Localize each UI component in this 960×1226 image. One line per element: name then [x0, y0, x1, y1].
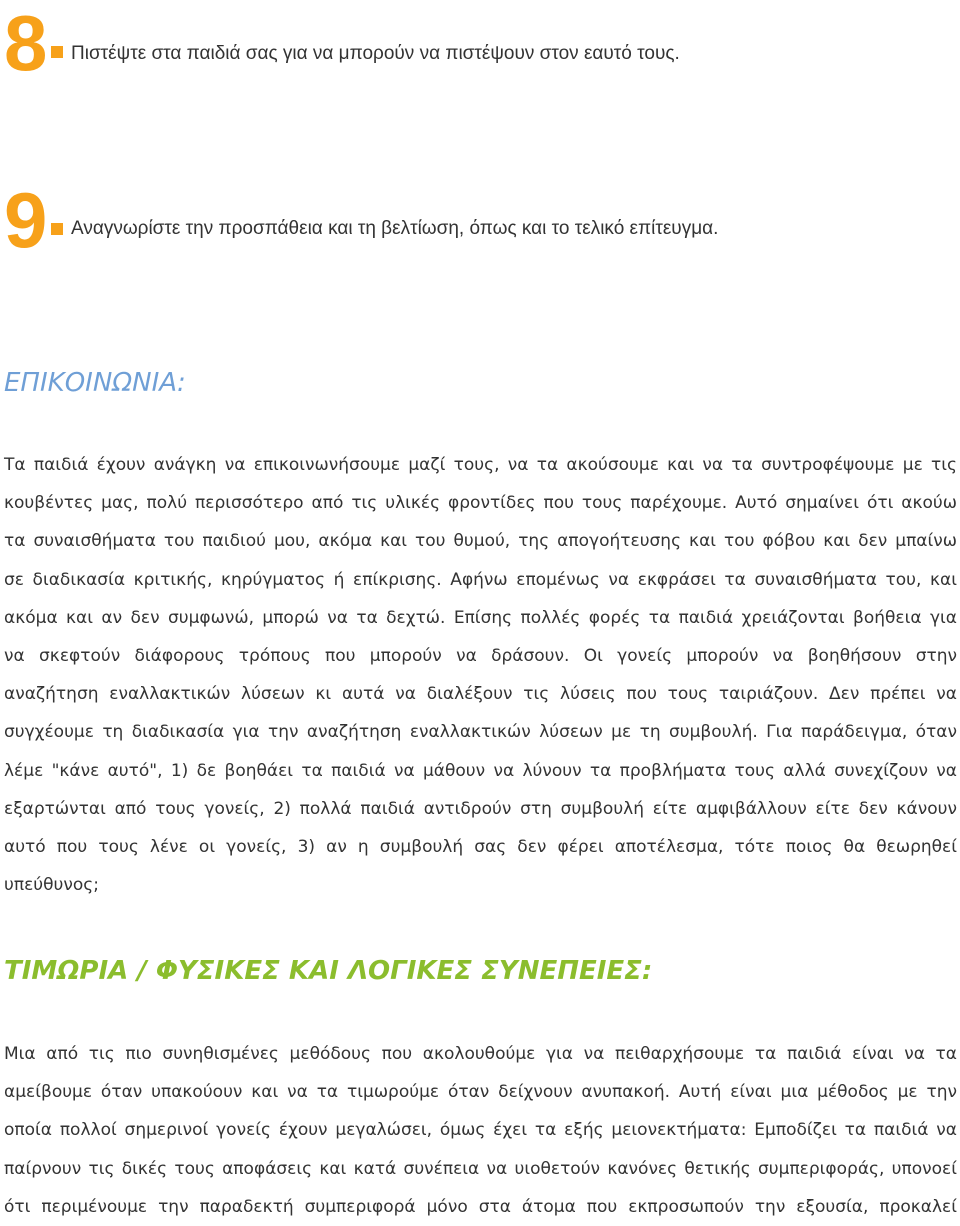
paragraph-punishment [4, 1035, 957, 1226]
paragraph-line: οποία πολλοί σημερινοί γονείς έχουν μεγαλώσει, όμως έχει τα εξής μειονεκτήματα: Εμποδίζει τα παιδιά να [4, 1120, 957, 1141]
item-text: Πιστέψτε στα παιδιά σας για να μπορούν να πιστέψουν στον εαυτό τους. [71, 43, 680, 64]
paragraph-line: αυτό που τους λένε οι γονείς, 3) αν η συμβουλή σας δεν φέρει αποτέλεσμα, τότε ποιος θα θεωρηθεί [4, 837, 957, 858]
paragraph-line: τα συναισθήματα του παιδιού μου, ακόμα και του θυμού, της απογοήτευσης και του φόβου και δεν μπαίνω [4, 531, 957, 552]
paragraph-line: ότι περιμένουμε την παραδεκτή συμπεριφορά μόνο στα άτομα που εκπροσωπούν την εξουσία, προκαλεί [4, 1196, 957, 1217]
paragraph-line: Μια από τις πιο συνηθισμένες μεθόδους που ακολουθούμε για να πειθαρχήσουμε τα παιδιά είναι να τα [4, 1044, 957, 1064]
section-heading-punishment: ΤΙΜΩΡΙΑ / ΦΥΣΙΚΕΣ ΚΑΙ ΛΟΓΙΚΕΣ ΣΥΝΕΠΕΙΕΣ: [4, 956, 653, 986]
section-heading-communication: ΕΠΙΚΟΙΝΩΝΙΑ: [4, 368, 186, 398]
paragraph-line: αμείβουμε όταν υπακούουν και να τα τιμωρούμε όταν δείχνουν ανυπακοή. Αυτή είναι μια μέθοδος με την [4, 1082, 957, 1103]
paragraph-line: εξαρτώνται από τους γονείς, 2) πολλά παιδιά αντιδρούν στη συμβουλή είτε αμφιβάλλουν είτε δεν κάνουν [4, 798, 957, 819]
paragraph-line: σε διαδικασία κριτικής, κηρύγματος ή επίκρισης. Αφήνω επομένως να εκφράσει τα συναισθήματα του, και [4, 569, 957, 590]
paragraph-communication [4, 446, 957, 904]
paragraph-line: παίρνουν τις δικές τους αποφάσεις και κατά συνέπεια να υιοθετούν κανόνες θετικής συμπεριφοράς, υπονοεί [4, 1158, 957, 1179]
paragraph-line: ακόμα και αν δεν συμφωνώ, μπορώ να τα δεχτώ. Επίσης πολλές φορές τα παιδιά χρειάζονται βοήθεια για [4, 607, 957, 628]
paragraph-line: Τα παιδιά έχουν ανάγκη να επικοινωνήσουμε μαζί τους, να τα ακούσουμε και να τα συντροφέψουμε με τις [4, 455, 957, 475]
paragraph-line: να σκεφτούν διάφορους τρόπους που μπορούν να δράσουν. Οι γονείς μπορούν να βοηθήσουν στην [4, 646, 957, 667]
item-number: 8 [4, 0, 45, 87]
paragraph-line: υπεύθυνος; [4, 875, 99, 896]
paragraph-line: λέμε "κάνε αυτό", 1) δε βοηθάει τα παιδιά να μάθουν να λύνουν τα προβλήματα τους αλλά συνεχίζουν να [4, 760, 957, 781]
paragraph-line: κουβέντες μας, πολύ περισσότερο από τις υλικές φροντίδες που τους παρέχουμε. Αυτό σημαίνει ότι ακούω [4, 493, 957, 514]
paragraph-line: συγχέουμε τη διαδικασία για την αναζήτηση εναλλακτικών λύσεων με τη συμβουλή. Για παράδειγμα, όταν [4, 722, 957, 743]
paragraph-line: αναζήτηση εναλλακτικών λύσεων κι αυτά να διαλέξουν τις λύσεις που τους ταιριάζουν. Δεν πρέπει να [4, 684, 957, 705]
item-number: 9 [4, 176, 45, 264]
bullet-square-icon [51, 223, 63, 235]
item-text: Αναγνωρίστε την προσπάθεια και τη βελτίωση, όπως και το τελικό επίτευγμα. [71, 218, 719, 239]
bullet-square-icon [51, 46, 63, 58]
